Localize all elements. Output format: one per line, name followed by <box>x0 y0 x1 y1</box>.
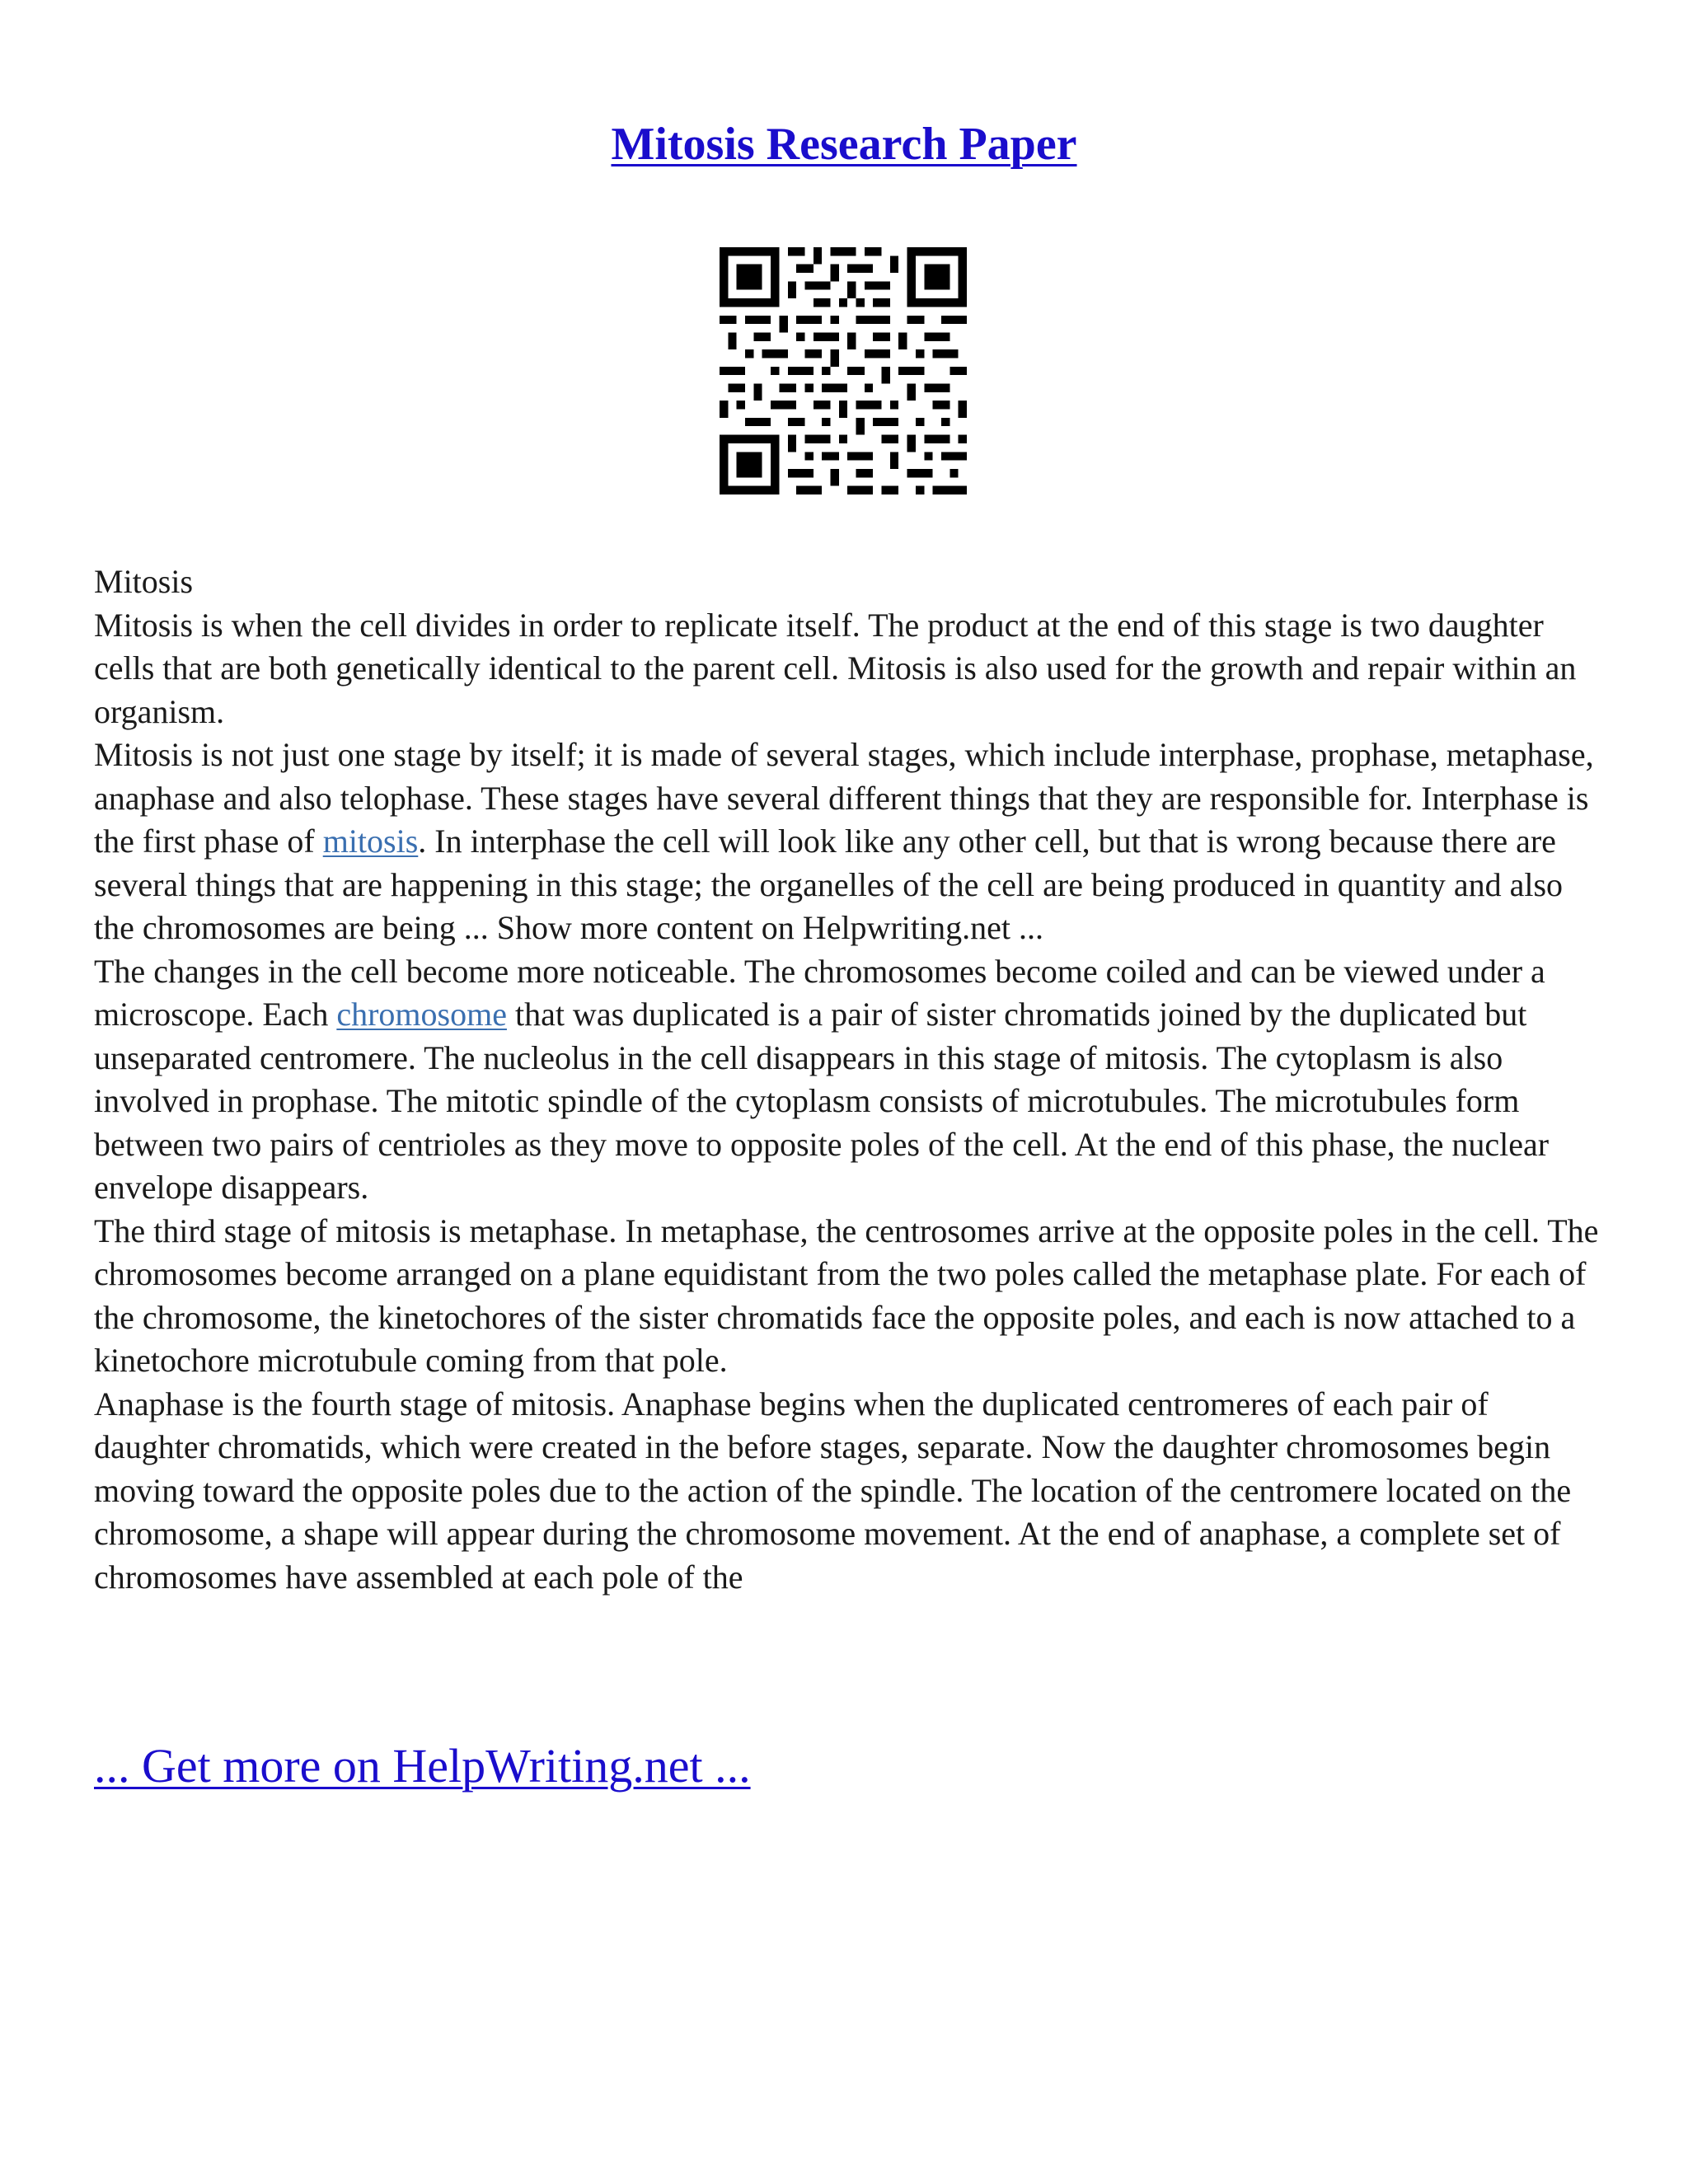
get-more-link[interactable]: ... Get more on HelpWriting.net ... <box>94 1739 751 1793</box>
chromosome-link[interactable]: chromosome <box>336 996 507 1033</box>
mitosis-link[interactable]: mitosis <box>322 823 419 860</box>
page-title <box>0 115 1688 173</box>
body-paragraph-3: The changes in the cell become more noticeable. The chromosomes become coiled and can be viewed under a microscope. Each chromosome that was duplicated is a pair of sister chromatids joined by the duplicated but unseparated centromere. The nucleolus in the cell disappears in this stage of mitosis. The cytoplasm is also involved in prophase. The mitotic spindle of the cytoplasm consists of microtubules. The microtubules form between two pairs of centrioles as they move to opposite poles of the cell. At the end of this phase, the nuclear envelope disappears. <box>94 952 1550 1206</box>
qr-code-icon <box>720 247 967 494</box>
body-paragraph-2: Mitosis is not just one stage by itself; it is made of several stages, which include interphase, prophase, metaphase, anaphase and also telophase. These stages have several different things that they are responsible for. Interphase is the first phase of mitosis. In interphase the cell will look like any other cell, but that is wrong because there are several things that are happening in this stage; the organelles of the cell are being produced in quantity and also the chromosomes are being ... Show more content on Helpwriting.net ... <box>94 736 1594 946</box>
body-paragraph-5: Anaphase is the fourth stage of mitosis. Anaphase begins when the duplicated centromeres of each pair of daughter chromatids, which were created in the before stages, separate. Now the daughter chromosomes begin moving toward the opposite poles due to the action of the spindle. The location of the centromere located on the chromosome, a shape will appear during the chromosome movement. At the end of anaphase, a complete set of chromosomes have assembled at each pole of the <box>94 1385 1572 1596</box>
body-paragraph-4: The third stage of mitosis is metaphase. In metaphase, the centrosomes arrive at the opposite poles in the cell. The chromosomes become arranged on a plane equidistant from the two poles called the metaphase plate. For each of the chromosome, the kinetochores of the sister chromatids face the opposite poles, and each is now attached to a kinetochore microtubule coming from that pole. <box>94 1212 1599 1379</box>
article-body <box>94 560 1602 1599</box>
body-heading: Mitosis <box>94 563 194 600</box>
body-paragraph-1: Mitosis is when the cell divides in order to replicate itself. The product at the end of this stage is two daughter cells that are both genetically identical to the parent cell. Mitosis is also used for the growth and repair within an organism. <box>94 606 1577 730</box>
title-link[interactable]: Mitosis Research Paper <box>611 119 1077 170</box>
